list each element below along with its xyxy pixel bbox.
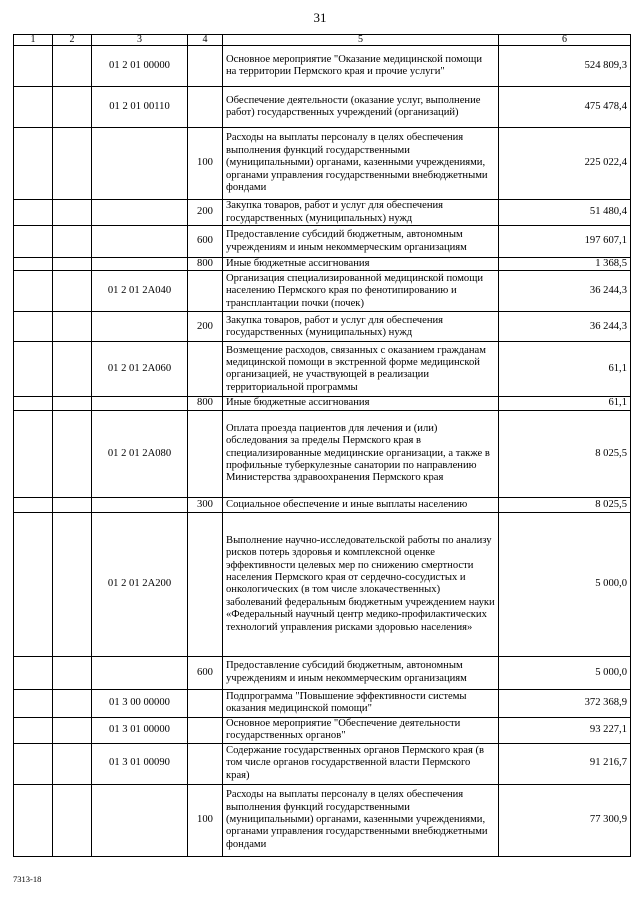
amount-value: 372 368,9 — [499, 689, 631, 717]
target-article-code: 01 2 01 2А060 — [92, 342, 188, 397]
empty-cell-col2 — [53, 87, 92, 128]
empty-cell-col1 — [14, 258, 53, 271]
empty-cell-col2 — [53, 410, 92, 497]
empty-cell-col2 — [53, 397, 92, 410]
expense-type-code — [188, 87, 223, 128]
item-name: Подпрограмма "Повышение эффективности системы оказания медицинской помощи" — [223, 689, 499, 717]
column-number-row — [14, 35, 631, 46]
amount-value: 5 000,0 — [499, 512, 631, 656]
expense-type-code: 200 — [188, 312, 223, 342]
table-row — [14, 312, 631, 342]
amount-value: 225 022,4 — [499, 128, 631, 200]
amount-value: 36 244,3 — [499, 271, 631, 312]
table-row — [14, 512, 631, 656]
expense-type-code: 200 — [188, 200, 223, 226]
expense-type-code — [188, 342, 223, 397]
item-name: Иные бюджетные ассигнования — [223, 397, 499, 410]
target-article-code — [92, 128, 188, 200]
amount-value: 36 244,3 — [499, 312, 631, 342]
amount-value: 61,1 — [499, 342, 631, 397]
target-article-code — [92, 312, 188, 342]
column-header: 6 — [499, 35, 631, 46]
item-name: Закупка товаров, работ и услуг для обеспечения государственных (муниципальных) нужд — [223, 312, 499, 342]
item-name: Обеспечение деятельности (оказание услуг, выполнение работ) государственных учреждений (организаций) — [223, 87, 499, 128]
expense-type-code: 300 — [188, 497, 223, 512]
empty-cell-col1 — [14, 397, 53, 410]
item-name: Расходы на выплаты персоналу в целях обеспечения выполнения функций государственными (муниципальными) органами, казенными учреждениями, органами управления государственными внебюджетными фондами — [223, 784, 499, 856]
amount-value: 8 025,5 — [499, 410, 631, 497]
amount-value: 197 607,1 — [499, 226, 631, 258]
target-article-code — [92, 397, 188, 410]
expense-type-code — [188, 717, 223, 743]
item-name: Расходы на выплаты персоналу в целях обеспечения выполнения функций государственными (муниципальными) органами, казенными учреждениями, органами управления государственными внебюджетными фондами — [223, 128, 499, 200]
table-row — [14, 87, 631, 128]
table-row — [14, 689, 631, 717]
empty-cell-col2 — [53, 258, 92, 271]
item-name: Возмещение расходов, связанных с оказанием гражданам медицинской помощи в экстренной форме медицинской организацией, не участвующей в реализации территориальной программы — [223, 342, 499, 397]
item-name: Закупка товаров, работ и услуг для обеспечения государственных (муниципальных) нужд — [223, 200, 499, 226]
table-row — [14, 410, 631, 497]
item-name: Выполнение научно-исследовательской работы по анализу рисков потерь здоровья и комплексной оценке эффективности целевых мер по снижению смертности населения Пермского края от сердечно-сосудистых и онкологических (в том числе злокачественных) заболеваний федеральным бюджетным учреждением науки «Федеральный научный центр медико-профилактических технологий управления рисками здоровью населения» — [223, 512, 499, 656]
amount-value: 8 025,5 — [499, 497, 631, 512]
item-name: Предоставление субсидий бюджетным, автономным учреждениям и иным некоммерческим организациям — [223, 226, 499, 258]
empty-cell-col2 — [53, 689, 92, 717]
table-row — [14, 200, 631, 226]
empty-cell-col2 — [53, 312, 92, 342]
target-article-code — [92, 784, 188, 856]
target-article-code — [92, 497, 188, 512]
target-article-code: 01 3 00 00000 — [92, 689, 188, 717]
table-row — [14, 497, 631, 512]
expense-type-code — [188, 689, 223, 717]
expense-type-code: 800 — [188, 258, 223, 271]
item-name: Основное мероприятие "Оказание медицинской помощи на территории Пермского края и прочие услуги" — [223, 46, 499, 87]
empty-cell-col2 — [53, 512, 92, 656]
table-row — [14, 397, 631, 410]
expense-type-code: 600 — [188, 656, 223, 689]
expense-type-code: 600 — [188, 226, 223, 258]
empty-cell-col1 — [14, 342, 53, 397]
table-row — [14, 271, 631, 312]
amount-value: 51 480,4 — [499, 200, 631, 226]
amount-value: 61,1 — [499, 397, 631, 410]
expense-type-code — [188, 512, 223, 656]
amount-value: 5 000,0 — [499, 656, 631, 689]
target-article-code — [92, 656, 188, 689]
empty-cell-col2 — [53, 200, 92, 226]
empty-cell-col1 — [14, 271, 53, 312]
table-row — [14, 342, 631, 397]
budget-table — [13, 34, 631, 857]
table-row — [14, 226, 631, 258]
amount-value: 1 368,5 — [499, 258, 631, 271]
page-number: 31 — [313, 10, 327, 25]
amount-value: 77 300,9 — [499, 784, 631, 856]
empty-cell-col2 — [53, 497, 92, 512]
item-name: Социальное обеспечение и иные выплаты населению — [223, 497, 499, 512]
empty-cell-col1 — [14, 312, 53, 342]
column-header: 2 — [53, 35, 92, 46]
empty-cell-col1 — [14, 87, 53, 128]
empty-cell-col1 — [14, 656, 53, 689]
item-name: Иные бюджетные ассигнования — [223, 258, 499, 271]
empty-cell-col2 — [53, 717, 92, 743]
amount-value: 524 809,3 — [499, 46, 631, 87]
empty-cell-col2 — [53, 226, 92, 258]
item-name: Организация специализированной медицинской помощи населению Пермского края по фенотипированию и трансплантации почки (почек) — [223, 271, 499, 312]
amount-value: 475 478,4 — [499, 87, 631, 128]
empty-cell-col1 — [14, 46, 53, 87]
column-header: 1 — [14, 35, 53, 46]
target-article-code — [92, 226, 188, 258]
item-name: Оплата проезда пациентов для лечения и (или) обследования за пределы Пермского края в специализированные медицинские организации, а также в профильные туберкулезные санатории по направлению Министерства здравоохранения Пермского края — [223, 410, 499, 497]
target-article-code — [92, 200, 188, 226]
column-header: 3 — [92, 35, 188, 46]
expense-type-code: 100 — [188, 784, 223, 856]
amount-value: 91 216,7 — [499, 743, 631, 784]
empty-cell-col1 — [14, 743, 53, 784]
target-article-code: 01 2 01 00000 — [92, 46, 188, 87]
empty-cell-col1 — [14, 128, 53, 200]
footer-code: 7313-18 — [13, 874, 42, 884]
expense-type-code — [188, 46, 223, 87]
empty-cell-col1 — [14, 410, 53, 497]
expense-type-code — [188, 271, 223, 312]
table-row — [14, 46, 631, 87]
empty-cell-col2 — [53, 656, 92, 689]
table-row — [14, 128, 631, 200]
expense-type-code: 800 — [188, 397, 223, 410]
target-article-code: 01 2 01 00110 — [92, 87, 188, 128]
empty-cell-col1 — [14, 200, 53, 226]
item-name: Предоставление субсидий бюджетным, автономным учреждениям и иным некоммерческим организациям — [223, 656, 499, 689]
amount-value: 93 227,1 — [499, 717, 631, 743]
empty-cell-col2 — [53, 342, 92, 397]
expense-type-code — [188, 743, 223, 784]
table-row — [14, 258, 631, 271]
item-name: Содержание государственных органов Пермского края (в том числе органов государственной власти Пермского края) — [223, 743, 499, 784]
table-row — [14, 743, 631, 784]
empty-cell-col1 — [14, 226, 53, 258]
target-article-code: 01 2 01 2А040 — [92, 271, 188, 312]
empty-cell-col1 — [14, 717, 53, 743]
empty-cell-col1 — [14, 512, 53, 656]
empty-cell-col2 — [53, 784, 92, 856]
empty-cell-col1 — [14, 784, 53, 856]
table-row — [14, 717, 631, 743]
target-article-code: 01 3 01 00000 — [92, 717, 188, 743]
target-article-code: 01 2 01 2А080 — [92, 410, 188, 497]
target-article-code: 01 2 01 2А200 — [92, 512, 188, 656]
item-name: Основное мероприятие "Обеспечение деятельности государственных органов" — [223, 717, 499, 743]
table-row — [14, 656, 631, 689]
empty-cell-col2 — [53, 46, 92, 87]
target-article-code: 01 3 01 00090 — [92, 743, 188, 784]
empty-cell-col2 — [53, 128, 92, 200]
column-header: 4 — [188, 35, 223, 46]
expense-type-code: 100 — [188, 128, 223, 200]
empty-cell-col2 — [53, 271, 92, 312]
table-row — [14, 784, 631, 856]
empty-cell-col1 — [14, 497, 53, 512]
empty-cell-col2 — [53, 743, 92, 784]
expense-type-code — [188, 410, 223, 497]
column-header: 5 — [223, 35, 499, 46]
target-article-code — [92, 258, 188, 271]
empty-cell-col1 — [14, 689, 53, 717]
